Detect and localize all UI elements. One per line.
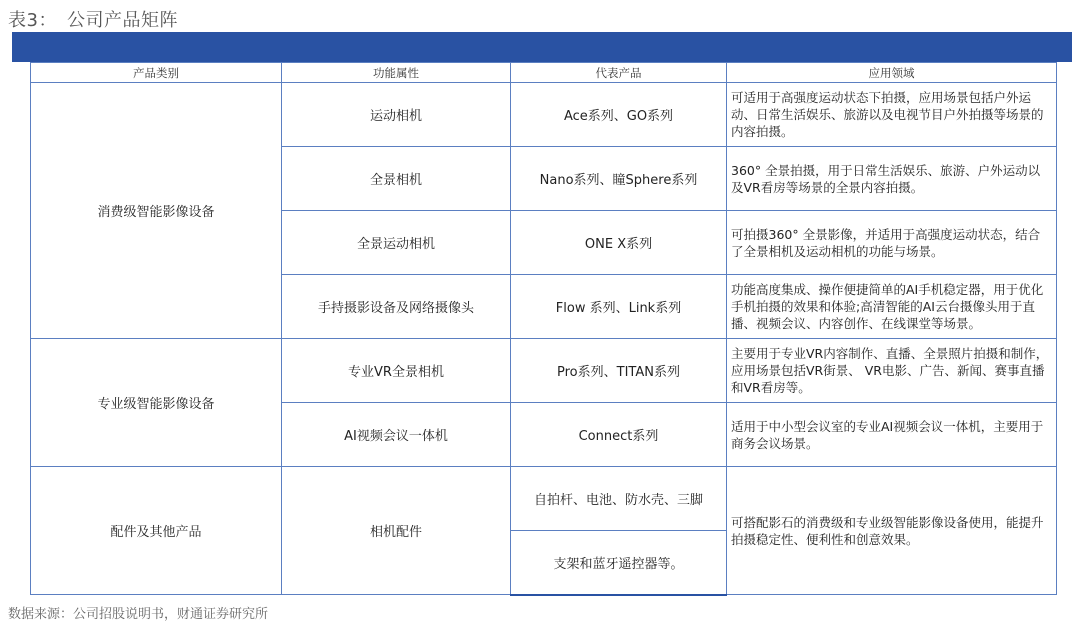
- product-matrix-table: [30, 62, 1057, 596]
- source-note: 数据来源：公司招股说明书，财通证券研究所: [8, 607, 269, 622]
- product-cell: Pro系列、TITAN系列: [511, 339, 727, 403]
- category-cell: 配件及其他产品: [31, 467, 282, 595]
- application-cell: 360° 全景拍摄，用于日常生活娱乐、旅游、户外运动以及VR看房等场景的全景内容拍摄。: [727, 147, 1057, 211]
- product-cell: Flow 系列、Link系列: [511, 275, 727, 339]
- application-cell: 可适用于高强度运动状态下拍摄，应用场景包括户外运动、日常生活娱乐、旅游以及电视节目户外拍摄等场景的内容拍摄。: [727, 83, 1057, 147]
- header-row: [31, 63, 1057, 83]
- product-cell: 支架和蓝牙遥控器等。: [511, 531, 727, 595]
- function-cell: 手持摄影设备及网络摄像头: [282, 275, 511, 339]
- function-cell: 全景相机: [282, 147, 511, 211]
- table-row: [31, 83, 1057, 147]
- function-cell: 运动相机: [282, 83, 511, 147]
- header-function: 功能属性: [282, 63, 511, 83]
- header-product: 代表产品: [511, 63, 727, 83]
- table-caption: 公司产品矩阵: [66, 10, 178, 31]
- table-title: [8, 6, 178, 32]
- product-cell: Nano系列、瞳Sphere系列: [511, 147, 727, 211]
- category-cell: 消费级智能影像设备: [31, 83, 282, 339]
- table-row: [31, 467, 1057, 531]
- function-cell: AI视频会议一体机: [282, 403, 511, 467]
- function-cell: 全景运动相机: [282, 211, 511, 275]
- product-cell: Connect系列: [511, 403, 727, 467]
- product-cell: ONE X系列: [511, 211, 727, 275]
- function-cell: 相机配件: [282, 467, 511, 595]
- application-cell: 功能高度集成、操作便捷简单的AI手机稳定器，用于优化手机拍摄的效果和体验;高清智能的AI云台摄像头用于直播、视频会议、内容创作、在线课堂等场景。: [727, 275, 1057, 339]
- category-cell: 专业级智能影像设备: [31, 339, 282, 467]
- application-cell: 适用于中小型会议室的专业AI视频会议一体机，主要用于商务会议场景。: [727, 403, 1057, 467]
- application-cell: 主要用于专业VR内容制作、直播、全景照片拍摄和制作，应用场景包括VR街景、 VR电影、广告、新闻、赛事直播和VR看房等。: [727, 339, 1057, 403]
- product-cell: 自拍杆、电池、防水壳、三脚: [511, 467, 727, 531]
- application-cell: 可拍摄360° 全景影像，并适用于高强度运动状态，结合了全景相机及运动相机的功能与场景。: [727, 211, 1057, 275]
- header-application: 应用领域: [727, 63, 1057, 83]
- table-row: [31, 339, 1057, 403]
- product-cell: Ace系列、GO系列: [511, 83, 727, 147]
- function-cell: 专业VR全景相机: [282, 339, 511, 403]
- table-number: 表3：: [8, 10, 57, 31]
- header-band: [12, 32, 1072, 62]
- application-cell: 可搭配影石的消费级和专业级智能影像设备使用，能提升拍摄稳定性、便利性和创意效果。: [727, 467, 1057, 595]
- header-category: 产品类别: [31, 63, 282, 83]
